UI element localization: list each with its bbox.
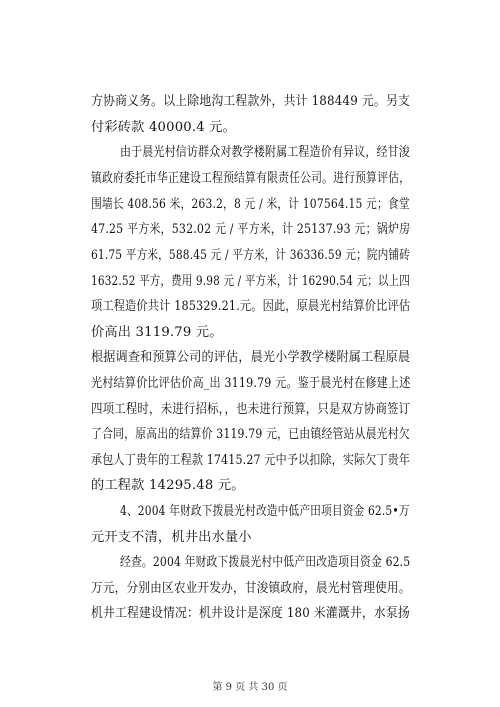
- text-line: 光村结算价比评估价高_出 3119.79 元。鉴于晨光村在修建上述: [91, 376, 411, 391]
- text-line: 根据调查和预算公司的评估，晨光小学教学楼附属工程原晨: [91, 350, 411, 365]
- text-line: 了合同，原高出的结算价 3119.79 元，已由镇经管站从晨光村欠: [91, 427, 410, 442]
- text-line: 61.75 平方米，588.45 元 / 平方米，计 36336.59 元；院内铺砖: [91, 248, 411, 263]
- text-line: 承包人丁贵年的工程款 17415.27 元中予以扣除，实际欠丁贵年: [91, 453, 411, 468]
- text-line: 1632.52 平方，费用 9.98 元 / 平方米，计 16290.54 元；以上四: [91, 274, 410, 289]
- text-line: 经查。2004 年财政下拨晨光村中低产田改造项目资金 62.5: [120, 555, 411, 570]
- text-line: 4、2004 年财政下拨晨光村改造中低产田项目资金 62.5•万: [120, 504, 410, 519]
- text-line: 47.25 平方米，532.02 元 / 平方米，计 25137.93 元；锅炉房: [91, 222, 411, 237]
- text-line: 镇政府委托市华正建设工程预结算有限责任公司。进行预算评估，: [91, 171, 411, 186]
- page-footer: 第 9 页 共 30 页: [212, 682, 288, 693]
- text-line: 付彩砖款 40000.4 元。: [91, 120, 237, 135]
- text-line: 价高出 3119.79 元。: [91, 325, 223, 340]
- text-line: 四项工程时，未进行招标，，也未进行预算，只是双方协商签订: [91, 402, 411, 417]
- text-line: 方协商义务。以上除地沟工程款外，共计 188449 元。另支: [91, 94, 411, 109]
- text-line: 机井工程建设情况：机井设计是深度 180 米灌溉井，水泵扬: [91, 606, 410, 621]
- text-line: 围墙长 408.56 米，263.2，8 元 / 米，计 107564.15 元；食堂: [91, 197, 410, 212]
- text-line: 由于晨光村信访群众对教学楼附属工程造价有异议，经甘浚: [120, 145, 410, 160]
- text-line: 万元，分别由区农业开发办，甘浚镇政府，晨光村管理使用。: [91, 581, 411, 596]
- text-line: 的工程款 14295.48 元。: [91, 478, 245, 493]
- text-line: 元开支不清，机井出水量小: [91, 530, 252, 545]
- text-line: 项工程造价共计 185329.21.元。因此，原晨光村结算价比评估: [91, 299, 411, 314]
